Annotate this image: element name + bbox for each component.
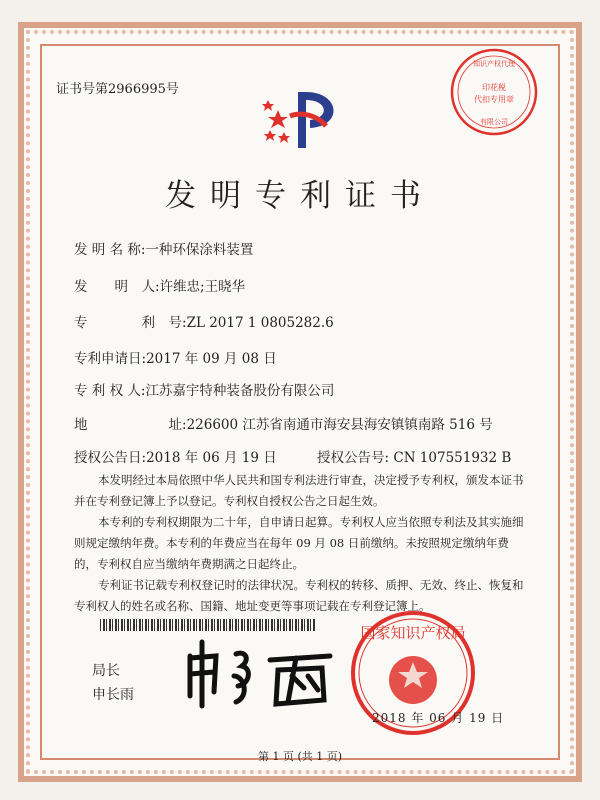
signatory-name: 申长雨 xyxy=(92,687,134,703)
certificate-body xyxy=(74,470,526,617)
field-application-date xyxy=(74,347,277,367)
stamp-date: 2018 年 06 月 19 日 xyxy=(372,711,505,725)
page-indicator: 第 1 页 (共 1 页) xyxy=(257,750,343,763)
certificate-title: 发明专利证书 xyxy=(165,178,435,214)
svg-text:国家知识产权局: 国家知识产权局 xyxy=(360,624,466,642)
field-label: 发 明 名 称: xyxy=(74,242,146,258)
svg-text:有限公司: 有限公司 xyxy=(480,118,508,126)
field-label: 发 明 人: xyxy=(74,279,160,295)
field-label: 专 利 号: xyxy=(74,315,187,331)
barcode xyxy=(100,619,316,631)
certificate-number: 证书号第2966995号 xyxy=(56,82,179,97)
field-value: ZL 2017 1 0805282.6 xyxy=(186,315,334,331)
body-paragraph: 专利证书记载专利权登记时的法律状况。专利权的转移、质押、无效、终止、恢复和专利权人的姓名或名称、国籍、地址变更等事项记载在专利登记簿上。 xyxy=(74,578,524,613)
field-label: 专 利 权 人: xyxy=(74,383,146,399)
field-inventor xyxy=(74,275,245,295)
field-label: 授权公告日: xyxy=(74,450,147,466)
field-grant-date xyxy=(74,446,511,466)
signatory-role: 局长 xyxy=(92,663,120,679)
field-patent-number xyxy=(74,311,334,331)
field-value: 226600 江苏省南通市海安县海安镇镇南路 516 号 xyxy=(186,417,493,433)
grant-publication-number: 授权公告号: CN 107551932 B xyxy=(317,450,512,466)
field-value: 一种环保涂料装置 xyxy=(145,242,254,258)
field-label: 地 址: xyxy=(74,417,187,433)
body-paragraph: 本发明经过本局依照中华人民共和国专利法进行审查，决定授予专利权，颁发本证书并在专利登记簿上予以登记。专利权自授权公告之日起生效。 xyxy=(74,473,524,508)
field-value: 2018 年 06 月 19 日 xyxy=(146,450,277,466)
svg-text:印花税: 印花税 xyxy=(482,83,506,92)
svg-text:知识产权代理: 知识产权代理 xyxy=(473,60,515,68)
body-paragraph: 本专利的专利权期限为二十年，自申请日起算。专利权人应当依照专利法及其实施细则规定缴纳年费。本专利的年费应当在每年 09 月 08 日前缴纳。未按照规定缴纳年费的，专利权自应当缴纳年费期满之日起终止。 xyxy=(74,515,524,571)
field-value: 江苏嘉宇特种装备股份有限公司 xyxy=(145,383,335,399)
field-label: 专利申请日: xyxy=(74,351,147,367)
handwritten-signature xyxy=(180,636,340,712)
field-value: 许维忠;王晓华 xyxy=(159,279,246,295)
field-patentee xyxy=(74,379,334,399)
field-value: 2017 年 09 月 08 日 xyxy=(146,351,277,367)
svg-text:代扣专用章: 代扣专用章 xyxy=(474,95,514,104)
field-address xyxy=(74,413,493,433)
tax-seal xyxy=(448,46,540,138)
field-invention-name xyxy=(74,238,253,258)
patent-office-logo xyxy=(260,86,344,152)
